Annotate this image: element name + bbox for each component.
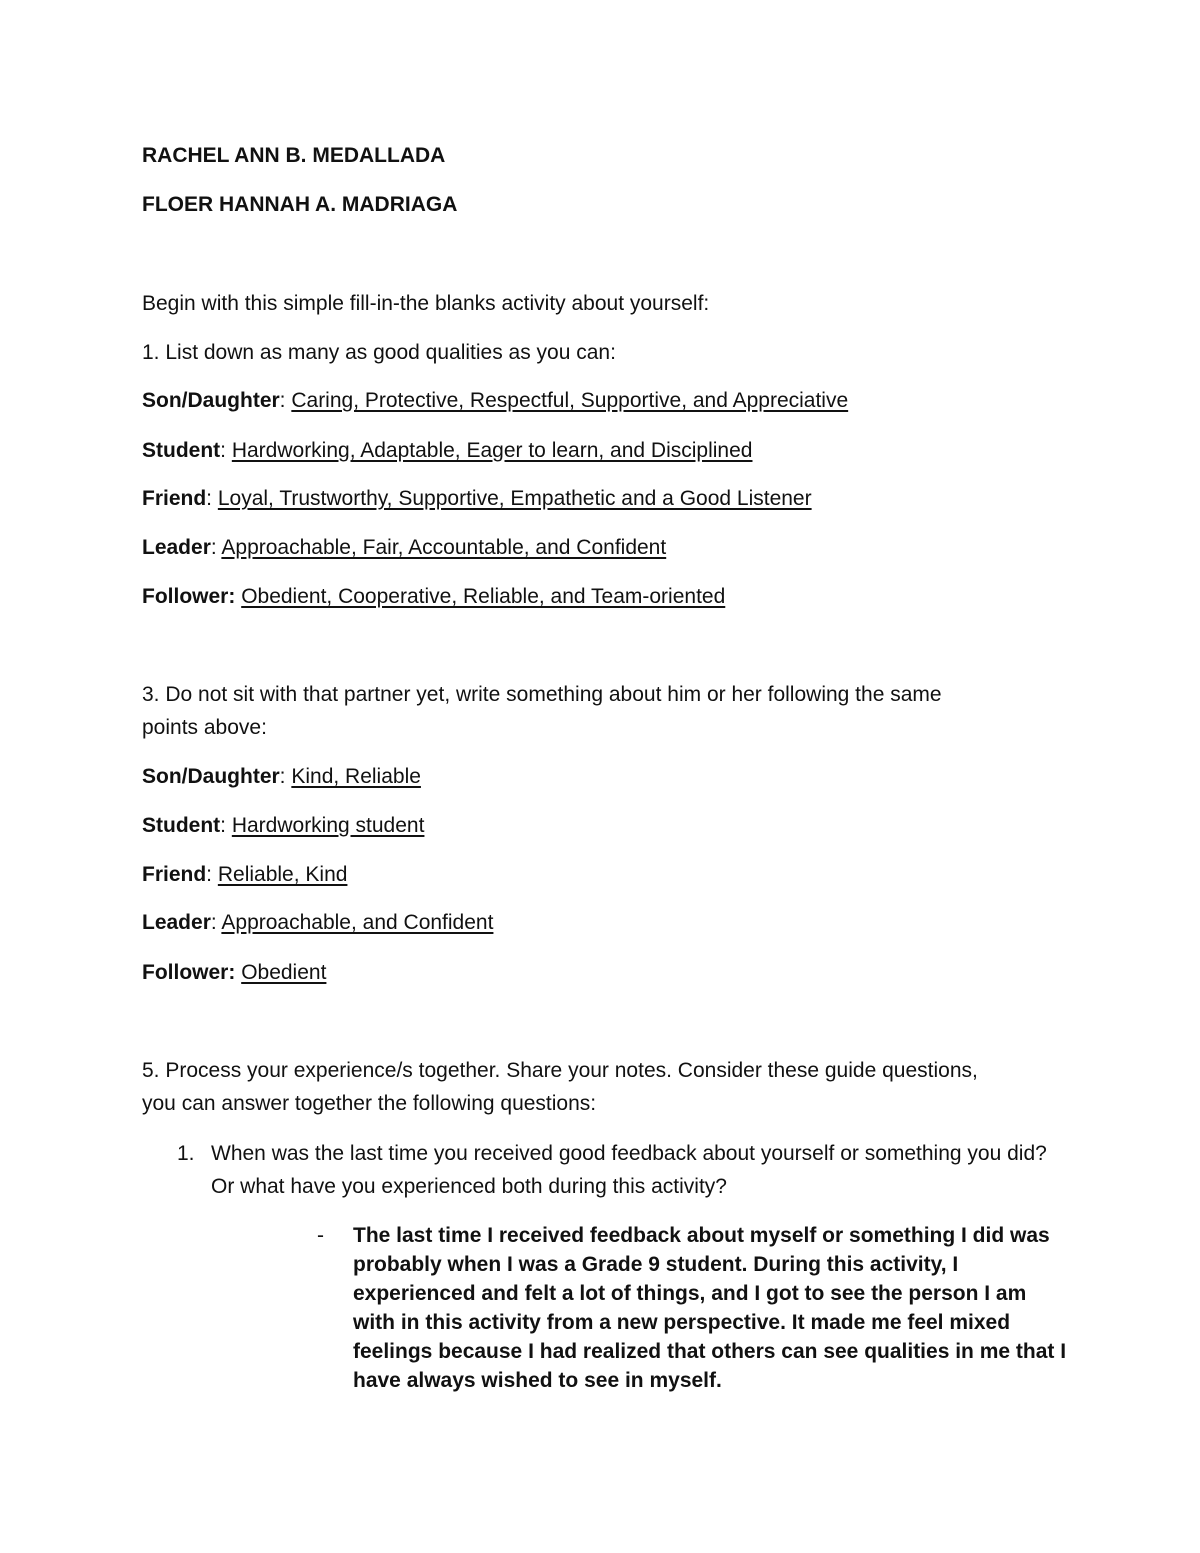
qualities-row	[142, 531, 666, 564]
row-answer: Obedient, Cooperative, Reliable, and Team-oriented	[241, 585, 726, 608]
row-sep: :	[206, 863, 218, 886]
row-label: Student	[142, 814, 221, 837]
row-sep: :	[220, 439, 232, 462]
section3-prompt-line1: 3. Do not sit with that partner yet, write something about him or her following the same	[142, 683, 942, 706]
row-label: Follower:	[142, 585, 236, 608]
qualities-row	[142, 580, 725, 613]
row-answer: Hardworking, Adaptable, Eager to learn, and Disciplined	[231, 439, 753, 462]
qualities-row	[142, 434, 752, 467]
row-answer: Loyal, Trustworthy, Supportive, Empathetic and a Good Listener	[217, 487, 812, 510]
row-label: Leader	[142, 911, 211, 934]
row-answer: Kind, Reliable	[291, 765, 421, 788]
row-sep: :	[210, 911, 222, 934]
row-answer: Reliable, Kind	[217, 863, 348, 886]
partner-row	[142, 809, 424, 842]
row-sep: :	[279, 765, 292, 788]
row-answer: Obedient	[241, 961, 327, 984]
partner-row	[142, 858, 347, 891]
answer-dash: -	[317, 1224, 324, 1247]
question-text: When was the last time you received good feedback about yourself or something you did? Or what have you experienced both during this activity?	[211, 1142, 1047, 1198]
row-answer: Caring, Protective, Respectful, Supportive, and Appreciative	[291, 389, 849, 412]
row-sep: :	[210, 536, 222, 559]
row-label: Leader	[142, 536, 211, 559]
question-number: 1.	[177, 1142, 195, 1165]
row-label: Son/Daughter	[142, 389, 280, 412]
answer-text: The last time I received feedback about myself or something I did was probably when I was a Grade 9 student. During this activity, I experienced and felt a lot of things, and I got to see the person I am with in this activity from a new perspective. It made me feel mixed feelings because I had realized that others can see qualities in me that I have always wished to see in myself.	[353, 1224, 1067, 1392]
partner-row	[142, 906, 493, 939]
qualities-row	[142, 482, 812, 515]
author-2: FLOER HANNAH A. MADRIAGA	[142, 193, 458, 216]
intro-text: Begin with this simple fill-in-the blanks activity about yourself:	[142, 292, 710, 315]
row-sep: :	[206, 487, 218, 510]
row-answer: Approachable, Fair, Accountable, and Confident	[221, 536, 667, 559]
row-answer: Hardworking student	[231, 814, 425, 837]
row-label: Student	[142, 439, 221, 462]
section5-prompt-line1: 5. Process your experience/s together. Share your notes. Consider these guide questions,	[142, 1059, 978, 1082]
row-label: Follower:	[142, 961, 236, 984]
row-answer: Approachable, and Confident	[221, 911, 494, 934]
row-label: Son/Daughter	[142, 765, 280, 788]
row-sep: :	[220, 814, 232, 837]
row-sep: :	[279, 389, 292, 412]
section3-prompt-line2: points above:	[142, 716, 267, 739]
author-1: RACHEL ANN B. MEDALLADA	[142, 144, 446, 167]
row-label: Friend	[142, 487, 207, 510]
partner-row	[142, 956, 326, 989]
section1-prompt: 1. List down as many as good qualities as you can:	[142, 341, 616, 364]
row-label: Friend	[142, 863, 207, 886]
partner-row	[142, 760, 421, 793]
section5-prompt-line2: you can answer together the following questions:	[142, 1092, 597, 1115]
qualities-row	[142, 384, 848, 417]
